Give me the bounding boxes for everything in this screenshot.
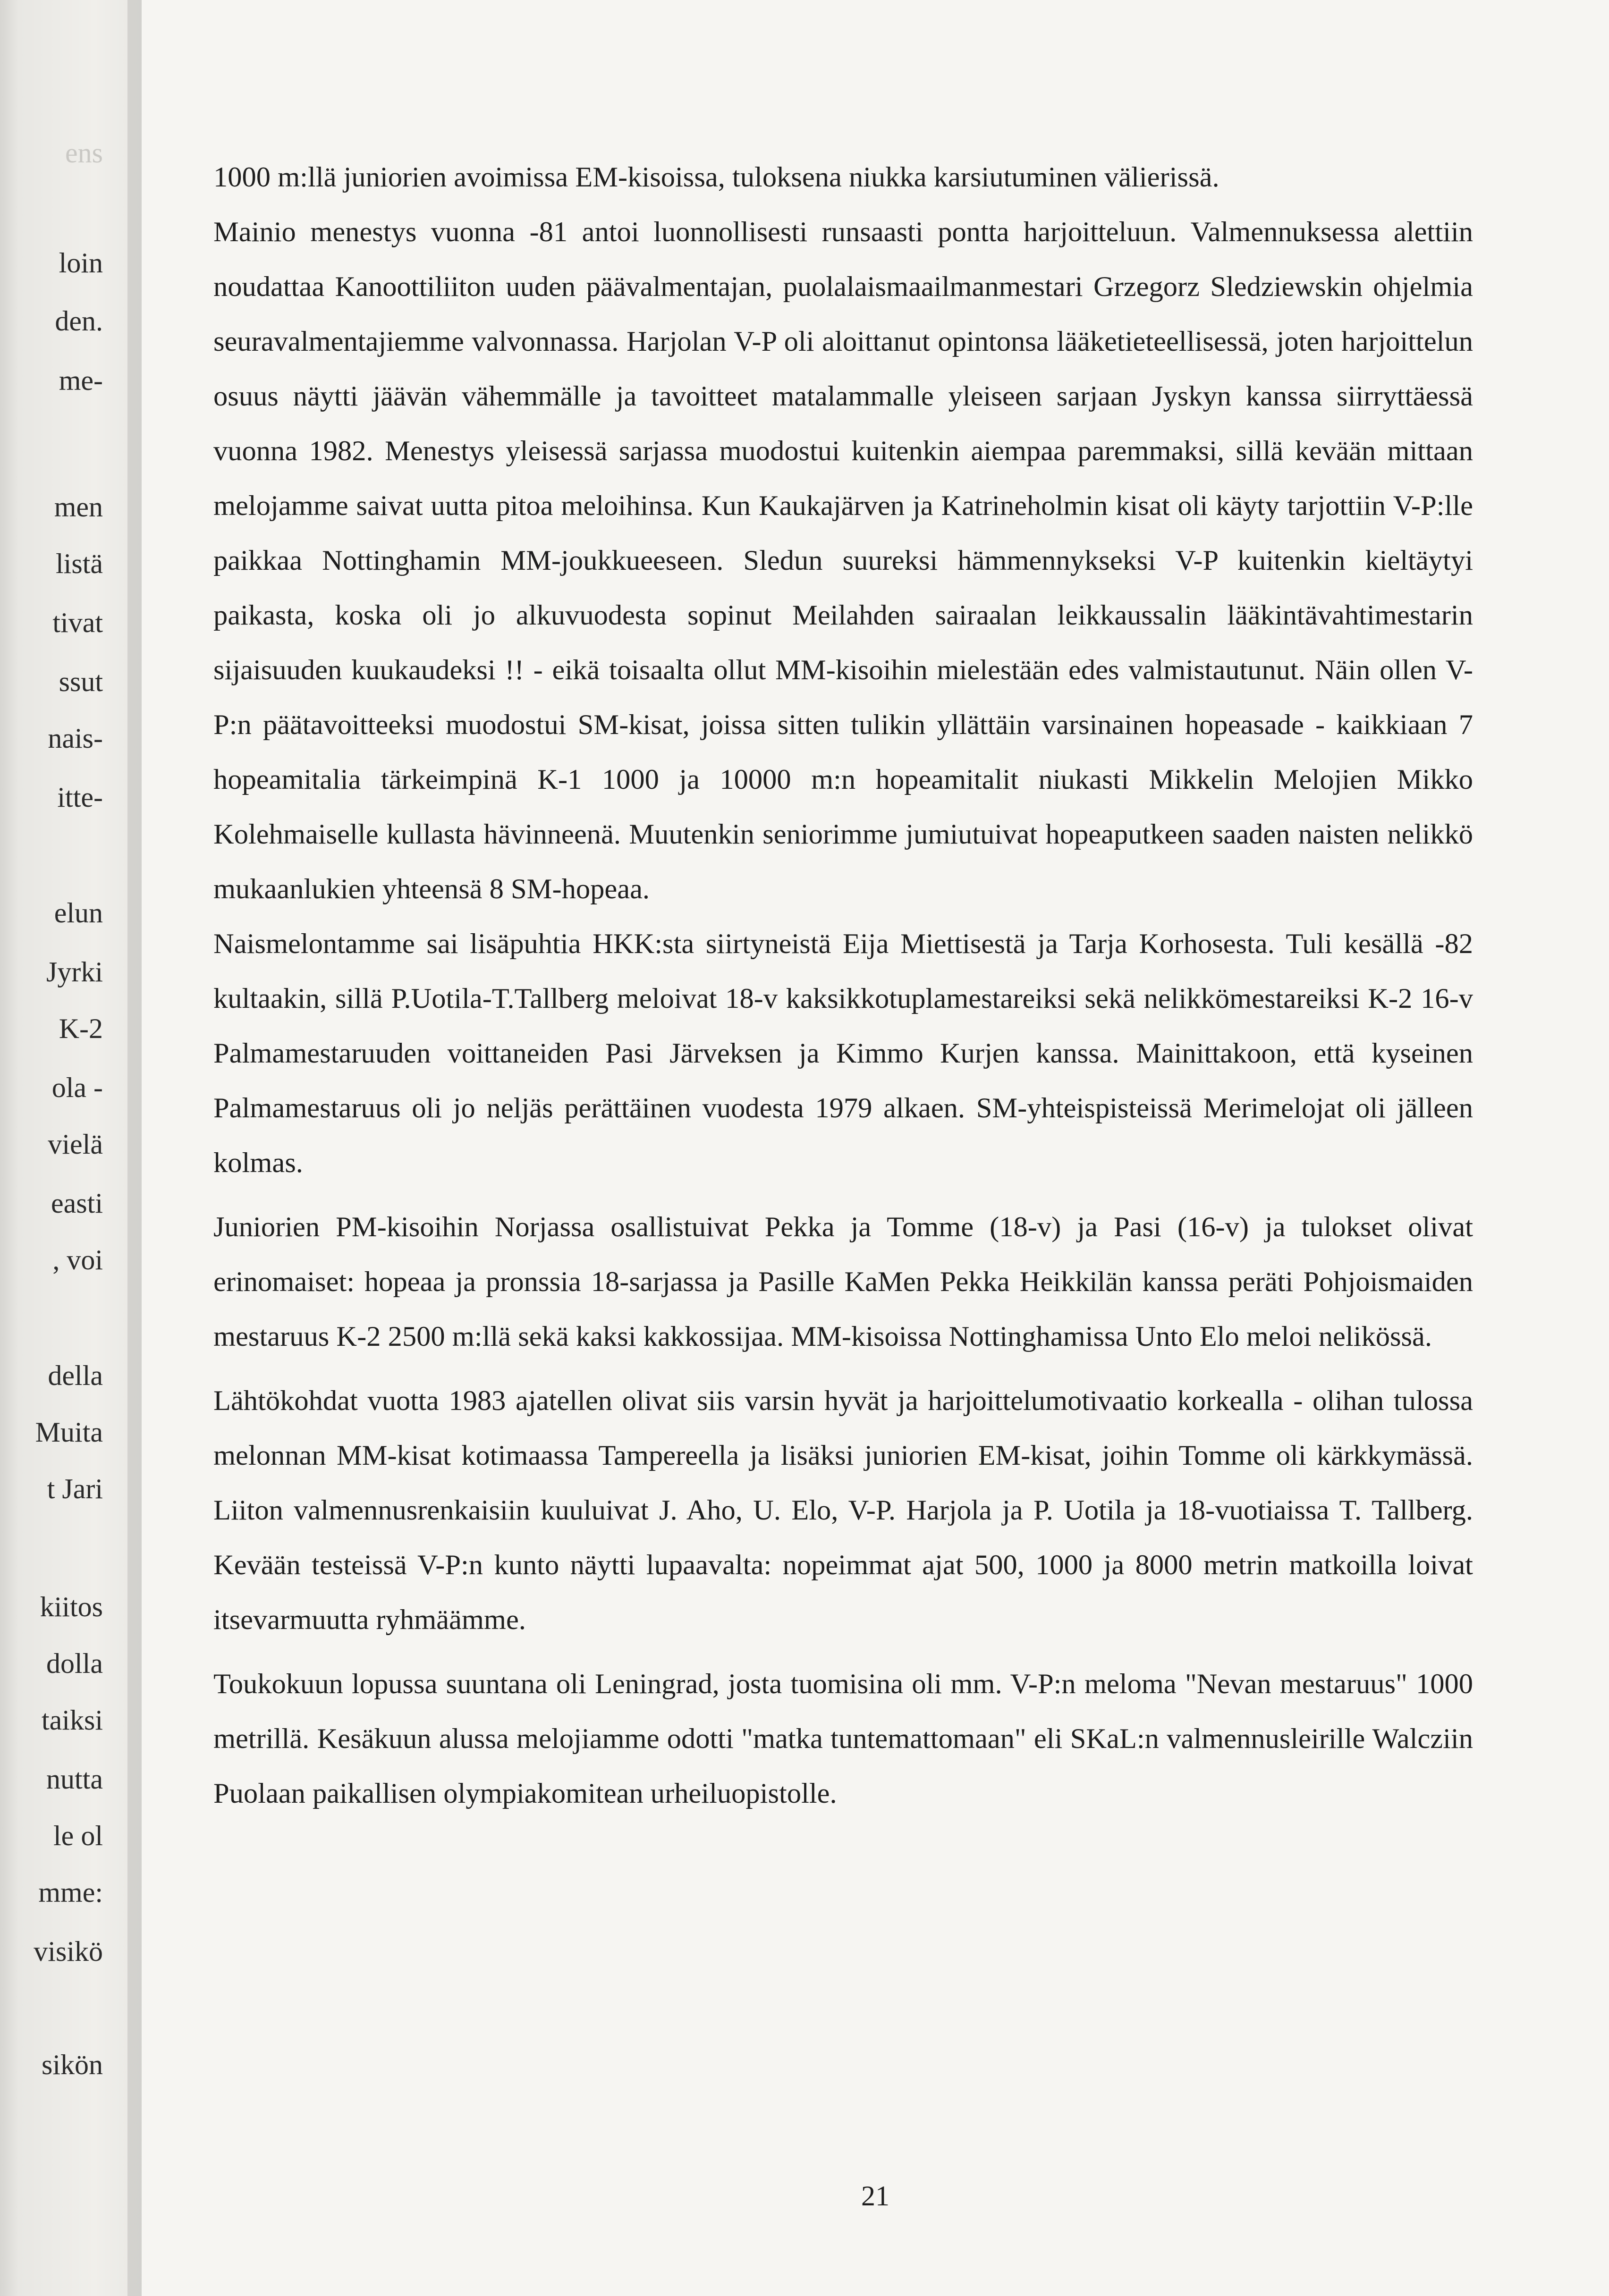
paragraph: Naismelontamme sai lisäpuhtia HKK:sta siirtyneistä Eija Miettisestä ja Tarja Korhosesta. Tuli kesällä -82 kultaakin, sillä P.Uotila-T.Tallberg meloivat 18-v kaksikkotuplamestareiksi sekä nelikkömestareiksi K-2 16-v Palmamestaruuden voittaneiden Pasi Järveksen ja Kimmo Kurjen kanssa. Mainittakoon, että kyseinen Palmamestaruus oli jo neljäs perättäinen vuodesta 1979 alkaen. SM-yhteispisteissä Merimelojat oli jälleen kolmas. <box>213 928 1473 1179</box>
margin-fragment: den. <box>55 305 103 337</box>
margin-fragment: K-2 <box>59 1013 103 1044</box>
margin-fragment: taiksi <box>42 1705 103 1736</box>
margin-fragment: men <box>54 491 103 523</box>
margin-fragment: Jyrki <box>46 956 103 988</box>
paragraph: Toukokuun lopussa suuntana oli Leningrad, josta tuomisina oli mm. V-P:n meloma "Nevan mestaruus" 1000 metrillä. Kesäkuun alussa melojiamme odotti "matka tuntemattomaan" eli SKaL:n valmennusleirille Walcziin Puolaan paikallisen olympiakomitean urheiluopistolle. <box>213 1668 1473 1809</box>
margin-fragment: le ol <box>53 1820 103 1851</box>
margin-fragment: vielä <box>48 1129 103 1160</box>
margin-fragment: listä <box>56 548 103 579</box>
margin-fragment: ssut <box>59 666 103 697</box>
margin-fragment: elun <box>54 897 103 929</box>
document-page <box>142 0 1609 2296</box>
margin-fragment: t Jari <box>47 1473 103 1504</box>
previous-page-edge <box>0 0 142 2296</box>
gutter-shadow <box>127 0 142 2296</box>
margin-fragment: Muita <box>35 1417 103 1448</box>
margin-fragment: itte- <box>57 782 103 813</box>
margin-fragment: ola - <box>51 1072 103 1103</box>
page-number: 21 <box>861 2180 889 2212</box>
margin-fragment: della <box>48 1360 103 1391</box>
paragraph: Juniorien PM-kisoihin Norjassa osallistuivat Pekka ja Tomme (18-v) ja Pasi (16-v) ja tulokset olivat erinomaiset: hopeaa ja pronssia 18-sarjassa ja Pasille KaMen Pekka Heikkilän kanssa peräti Pohjoismaiden mestaruus K-2 2500 m:llä sekä kaksi kakkossijaa. MM-kisoissa Nottinghamissa Unto Elo meloi nelikössä. <box>213 1211 1473 1352</box>
margin-fragment: nais- <box>48 723 103 754</box>
body-text <box>213 150 1473 1821</box>
margin-fragment: me- <box>59 365 103 396</box>
paragraph: 1000 m:llä juniorien avoimissa EM-kisoissa, tuloksena niukka karsiutuminen välierissä. <box>213 161 1219 193</box>
margin-fragment: tivat <box>52 607 103 638</box>
margin-fragment: sikön <box>41 2049 103 2080</box>
faint-fragment: ens <box>65 137 103 169</box>
margin-fragment: dolla <box>46 1648 103 1679</box>
margin-fragment: loin <box>59 247 103 279</box>
paragraph: Mainio menestys vuonna -81 antoi luonnollisesti runsaasti pontta harjoitteluun. Valmennuksessa alettiin noudattaa Kanoottiliiton uuden päävalmentajan, puolalaismaailmanmestari Grzegorz Sledziewskin ohjelmia seuravalmentajiemme valvonnassa. Harjolan V-P oli aloittanut opintonsa lääketieteellisessä, joten harjoittelun osuus näytti jäävän vähemmälle ja tavoitteet matalammalle yleiseen sarjaan Jyskyn kanssa siirryttäessä vuonna 1982. Menestys yleisessä sarjassa muodostui kuitenkin aiempaa paremmaksi, sillä kevään mittaan melojamme saivat uutta pitoa meloihinsa. Kun Kaukajärven ja Katrineholmin kisat oli käyty tarjottiin V-P:lle paikkaa Nottinghamin MM-joukkueeseen. Sledun suureksi hämmennykseksi V-P kuitenkin kieltäytyi paikasta, koska oli jo alkuvuodesta sopinut Meilahden sairaalan leikkaussalin lääkintävahtimestarin sijaisuuden kuukaudeksi !! - eikä toisaalta ollut MM-kisoihin mielestään edes valmistautunut. Näin ollen V-P:n päätavoitteeksi muodostui SM-kisat, joissa sitten tulikin yllättäin varsinainen hopeasade - kaikkiaan 7 hopeamitalia tärkeimpinä K-1 1000 ja 10000 m:n hopeamitalit niukasti Mikkelin Melojien Mikko Kolehmaiselle kullasta hävinneenä. Muutenkin seniorimme jumiutuivat hopeaputkeen saaden naisten nelikkö mukaanlukien yhteensä 8 SM-hopeaa. <box>213 216 1473 905</box>
margin-fragment: visikö <box>34 1936 103 1967</box>
margin-fragment: easti <box>51 1188 103 1219</box>
margin-fragment: kiitos <box>40 1591 103 1622</box>
margin-fragment: , voi <box>52 1244 103 1275</box>
paragraph: Lähtökohdat vuotta 1983 ajatellen olivat siis varsin hyvät ja harjoittelumotivaatio korkealla - olihan tulossa melonnan MM-kisat kotimaassa Tampereella ja lisäksi juniorien EM-kisat, joihin Tomme oli kärkkymässä. Liiton valmennusrenkaisiin kuuluivat J. Aho, U. Elo, V-P. Harjola ja P. Uotila ja 18-vuotiaissa T. Tallberg. Kevään testeissä V-P:n kunto näytti lupaavalta: nopeimmat ajat 500, 1000 ja 8000 metrin matkoilla loivat itsevarmuutta ryhmäämme. <box>213 1385 1473 1636</box>
margin-fragment: mme: <box>38 1877 103 1908</box>
margin-fragment: nutta <box>46 1764 103 1795</box>
